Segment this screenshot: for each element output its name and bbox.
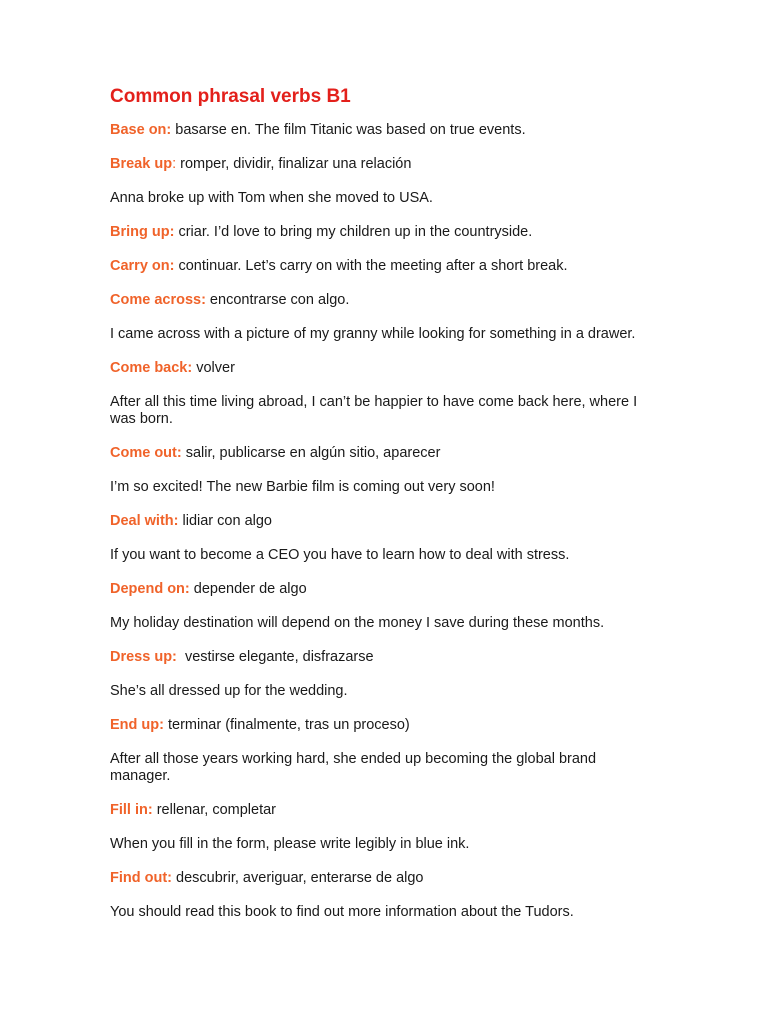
example-sentence: My holiday destination will depend on the money I save during these months. (110, 615, 605, 631)
phrasal-verb-term: Come across: (110, 292, 206, 308)
entry-definition: encontrarse con algo. (205, 292, 350, 308)
entry-bring-up (110, 224, 655, 241)
entry-break-up (110, 156, 655, 173)
entry-definition: criar. I’d love to bring my children up in the countryside. (174, 224, 533, 240)
entry-definition: volver (192, 360, 235, 376)
entry-dress-up (110, 649, 655, 666)
entry-definition: terminar (finalmente, tras un proceso) (163, 717, 410, 733)
entry-come-across (110, 292, 655, 309)
entry-come-back (110, 360, 655, 377)
entry-find-out (110, 870, 655, 887)
document-page (110, 86, 655, 938)
phrasal-verb-term: Come out: (110, 445, 182, 461)
document-title: Common phrasal verbs B1 (110, 86, 351, 107)
phrasal-verb-term: End up: (110, 717, 164, 733)
entry-deal-with (110, 513, 655, 530)
phrasal-verb-term: Fill in: (110, 802, 153, 818)
entry-definition: depender de algo (189, 581, 307, 597)
example-sentence: Anna broke up with Tom when she moved to USA. (110, 190, 433, 206)
example-sentence: After all this time living abroad, I can’t be happier to have come back here, where I was born. (110, 394, 638, 427)
example-sentence: If you want to become a CEO you have to learn how to deal with stress. (110, 547, 570, 563)
entry-definition: descubrir, averiguar, enterarse de algo (172, 870, 424, 886)
phrasal-verb-term: Come back: (110, 360, 193, 376)
phrasal-verb-term: Deal with: (110, 513, 179, 529)
entry-base-on (110, 122, 655, 139)
phrasal-verb-term: Depend on: (110, 581, 190, 597)
phrasal-verb-term: Find out: (110, 870, 173, 886)
entry-fill-in (110, 802, 655, 819)
example-sentence: I’m so excited! The new Barbie film is coming out very soon! (110, 479, 495, 495)
entry-definition: vestirse elegante, disfrazarse (176, 649, 374, 665)
entry-definition: basarse en. The film Titanic was based on true events. (171, 122, 526, 138)
phrasal-verb-term: Bring up: (110, 224, 175, 240)
example-sentence: She’s all dressed up for the wedding. (110, 683, 348, 699)
term-colon: : (172, 156, 177, 172)
example-sentence: After all those years working hard, she ended up becoming the global brand manager. (110, 751, 597, 784)
entry-end-up (110, 717, 655, 734)
entry-come-out (110, 445, 655, 462)
entry-definition: continuar. Let’s carry on with the meeting after a short break. (174, 258, 568, 274)
entry-definition: salir, publicarse en algún sitio, aparecer (181, 445, 441, 461)
phrasal-verb-term: Break up (110, 156, 173, 172)
phrasal-verb-term: Carry on: (110, 258, 175, 274)
example-sentence: When you fill in the form, please write legibly in blue ink. (110, 836, 470, 852)
entry-definition: lidiar con algo (178, 513, 272, 529)
entry-carry-on (110, 258, 655, 275)
example-sentence: I came across with a picture of my granny while looking for something in a drawer. (110, 326, 636, 342)
entry-definition: romper, dividir, finalizar una relación (176, 156, 412, 172)
phrasal-verb-term: Base on: (110, 122, 172, 138)
entry-depend-on (110, 581, 655, 598)
entry-definition: rellenar, completar (152, 802, 276, 818)
example-sentence: You should read this book to find out more information about the Tudors. (110, 904, 574, 920)
phrasal-verb-term: Dress up: (110, 649, 177, 665)
